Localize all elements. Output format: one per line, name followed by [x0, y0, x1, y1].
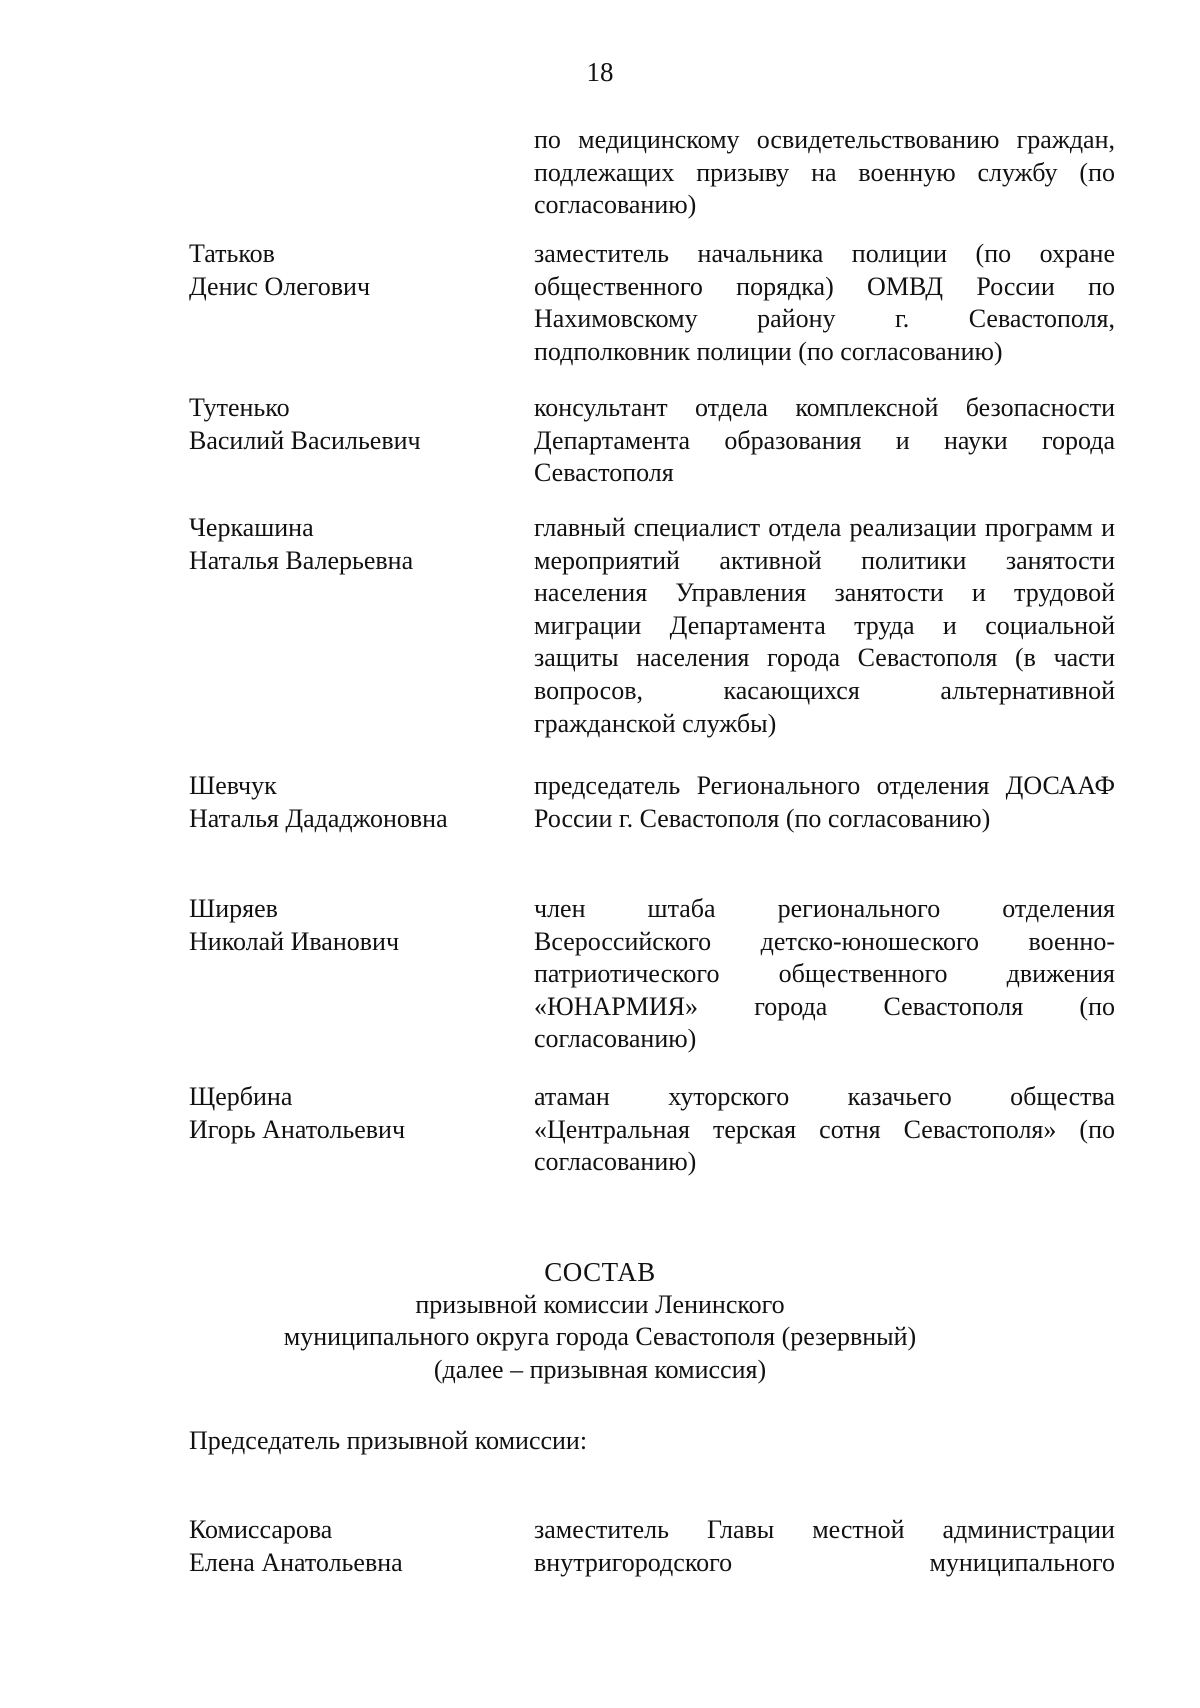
chair-name: [189, 1514, 519, 1579]
chair-given-names: Елена Анатольевна: [189, 1547, 403, 1577]
member-given-names: Василий Васильевич: [189, 425, 421, 455]
member-surname: Ширяев: [189, 894, 278, 923]
continued-role-text: по медицинскому освидетельствованию граждан, подлежащих призыву на военную службу (по согласованию): [534, 125, 1115, 220]
chair-role: [534, 1514, 1115, 1579]
member-surname: Шевчук: [189, 771, 277, 800]
member-given-names: Наталья Дададжоновна: [189, 803, 448, 833]
chair-surname: Комиссарова: [189, 1515, 333, 1544]
member-surname: Черкашина: [189, 513, 314, 542]
section-subtitle-line: призывной комиссии Ленинского: [415, 1289, 785, 1319]
chair-label: Председатель призывной комиссии:: [189, 1426, 588, 1455]
chair-role-word: муниципального: [929, 1547, 1115, 1577]
member-given-names: Денис Олегович: [189, 271, 371, 301]
member-name: [189, 392, 519, 457]
chair-role-word: внутригородского: [534, 1547, 733, 1577]
chair-role-word: местной: [812, 1515, 905, 1544]
member-name: [189, 238, 519, 303]
member-role: консультант отдела комплексной безопасности Департамента образования и науки города Севастополя: [534, 393, 1115, 488]
member-given-names: Николай Иванович: [189, 926, 400, 956]
section-heading: [0, 1256, 1200, 1386]
chair-role-line: [534, 1547, 1115, 1580]
chair-role-word: Главы: [706, 1515, 775, 1544]
chair-role-word: администрации: [942, 1515, 1115, 1544]
member-role: заместитель начальника полиции (по охране общественного порядка) ОМВД России по Нахимовскому району г. Севастополя, подполковник полиции (по согласованию): [534, 239, 1115, 366]
member-given-names: Наталья Валерьевна: [189, 545, 414, 575]
member-role: член штаба регионального отделения Всероссийского детско-юношеского военно-патриотического общественного движения «ЮНАРМИЯ» города Севастополя (по согласованию): [534, 894, 1115, 1054]
member-surname: Тутенько: [189, 393, 290, 422]
member-given-names: Игорь Анатольевич: [189, 1114, 406, 1144]
member-name: [189, 1081, 519, 1146]
section-subtitle-line: (далее – призывная комиссия): [433, 1354, 767, 1384]
chair-role-word: заместитель: [534, 1515, 670, 1544]
member-role: главный специалист отдела реализации программ и мероприятий активной политики занятости населения Управления занятости и трудовой миграции Департамента труда и социальной защиты населения города Севастополя (в части вопросов, касающихся альтернативной гражданской службы): [534, 513, 1115, 738]
page-number: 18: [586, 57, 614, 87]
member-surname: Щербина: [189, 1082, 293, 1111]
member-name: [189, 893, 519, 958]
chair-role-line: [534, 1514, 1115, 1547]
section-title: СОСТАВ: [544, 1257, 656, 1287]
member-role: председатель Регионального отделения ДОСААФ России г. Севастополя (по согласованию): [534, 771, 1115, 833]
section-subtitle-line: муниципального округа города Севастополя (резервный): [283, 1322, 917, 1351]
member-surname: Татьков: [189, 239, 275, 268]
member-name: [189, 770, 519, 835]
member-name: [189, 512, 519, 577]
member-role: атаман хуторского казачьего общества «Центральная терская сотня Севастополя» (по согласованию): [534, 1082, 1115, 1177]
